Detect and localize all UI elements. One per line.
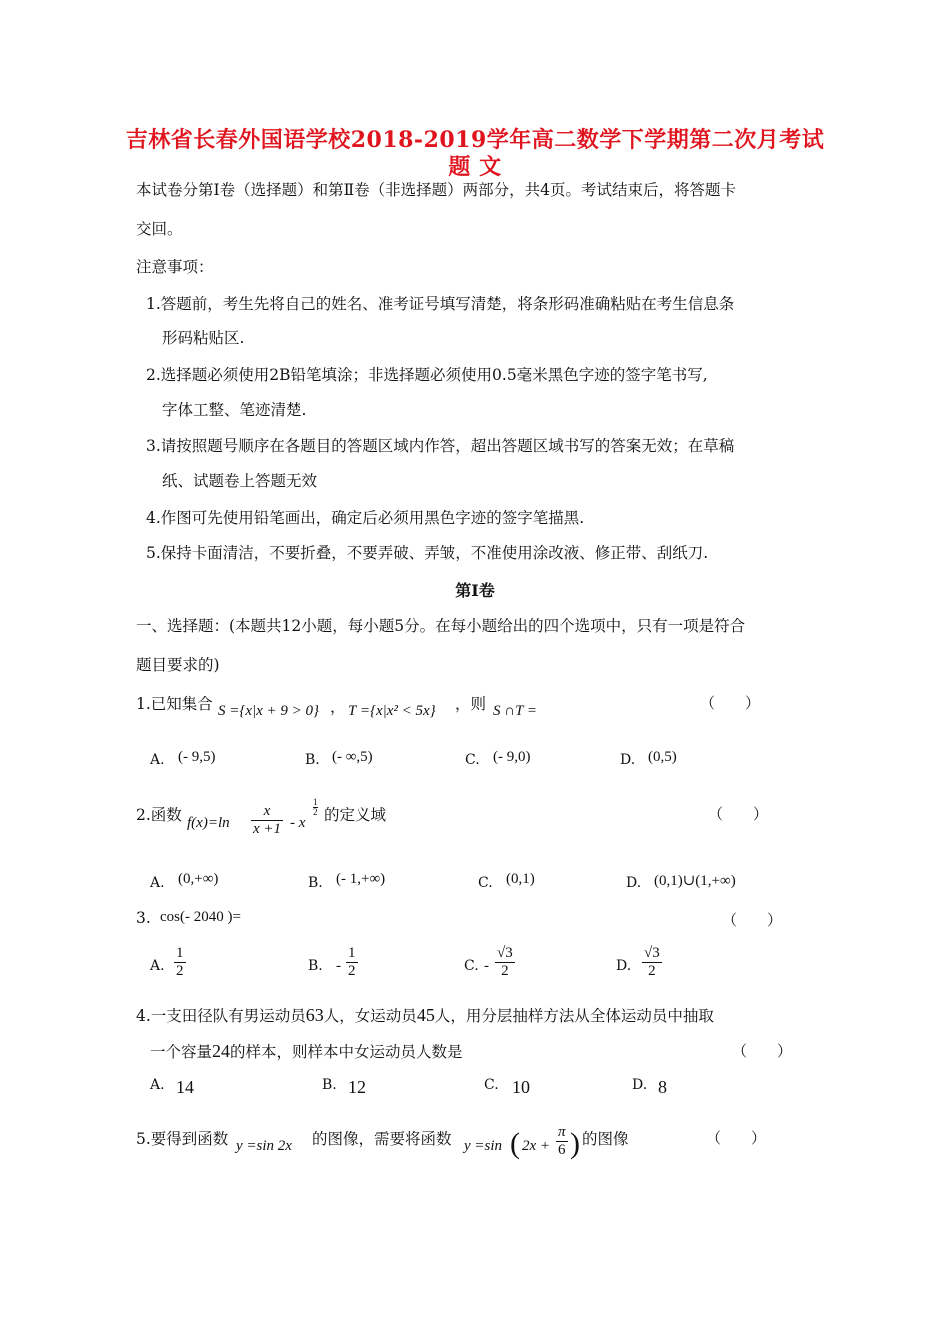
q2-fraction-denominator: x +1 xyxy=(253,821,282,838)
q1-option-c: (- 9,0) xyxy=(493,749,531,765)
q5-right-paren: ) xyxy=(570,1127,580,1160)
q1-option-a: (- 9,5) xyxy=(178,749,216,765)
q3-option-b-den: 2 xyxy=(348,963,356,980)
notice-5-line: 5.保持卡面清洁，不要折叠，不要弄破、弄皱，不准使用涂改液、修正带、刮纸刀. xyxy=(146,544,709,562)
q1-expr: S ∩T = xyxy=(493,703,538,719)
q2-suffix: 的定义域 xyxy=(324,806,387,824)
q3-prefix: 3. xyxy=(136,909,151,927)
notice-2-line2: 字体工整、笔迹清楚. xyxy=(162,401,307,419)
q4-sample-size: 24 xyxy=(212,1041,231,1061)
q5-mid: 的图像，需要将函数 xyxy=(312,1130,452,1148)
q4-option-d-label: D. xyxy=(632,1077,648,1093)
q3-expr: cos(- 2040 )= xyxy=(160,909,241,925)
q3-option-b-sign: - xyxy=(336,958,341,974)
q3-option-c-label: C. xyxy=(464,958,479,974)
q3-answer-paren: （ ） xyxy=(722,911,783,929)
q1-then: ，则 xyxy=(455,695,487,713)
document-title-line2: 题 文 xyxy=(448,154,502,180)
notice-4-line: 4.作图可先使用铅笔画出，确定后必须用黑色字迹的签字笔描黑. xyxy=(146,509,585,527)
q3-option-c-den: 2 xyxy=(501,963,509,980)
q4-female-count: 45 xyxy=(416,1005,435,1025)
q3-option-a-label: A. xyxy=(150,958,165,974)
q4-line1-a: 4.一支田径队有男运动员 xyxy=(136,1007,306,1025)
q5-left-paren: ( xyxy=(510,1127,520,1160)
notice-3-line2: 纸、试题卷上答题无效 xyxy=(162,472,318,490)
q1-set-s: S ={x|x + 9 > 0} xyxy=(218,703,320,719)
q1-option-d-label: D. xyxy=(620,752,636,768)
q2-exponent-den: 2 xyxy=(313,807,318,817)
q5-pi-num: π xyxy=(556,1124,568,1142)
q2-option-c-label: C. xyxy=(478,875,493,891)
q4-option-c: 10 xyxy=(512,1077,530,1097)
q2-option-b: (- 1,+∞) xyxy=(336,871,386,887)
q1-option-b-label: B. xyxy=(305,752,320,768)
q2-exponent xyxy=(313,798,318,817)
q2-minus-x: - x xyxy=(290,815,306,831)
q3-option-d-fraction xyxy=(642,945,662,981)
q5-func2-inner: 2x + xyxy=(522,1138,551,1154)
q3-option-d-label: D. xyxy=(616,958,632,974)
q4-option-d: 8 xyxy=(658,1077,667,1097)
q3-option-a-fraction xyxy=(174,945,186,981)
q2-fx: f(x)=ln xyxy=(187,815,230,831)
q1-prefix: 1.已知集合 xyxy=(136,695,213,713)
q2-fraction-numerator: x xyxy=(251,803,283,821)
section-title: 第Ⅰ卷 xyxy=(455,581,495,600)
q3-option-b-label: B. xyxy=(308,958,323,974)
q5-pi-den: 6 xyxy=(558,1142,566,1159)
q3-option-d-den: 2 xyxy=(648,963,656,980)
q1-set-t: T ={x|x² < 5x} xyxy=(348,703,436,719)
q2-option-a-label: A. xyxy=(150,875,165,891)
q4-answer-paren: （ ） xyxy=(732,1042,793,1060)
notice-3-line1: 3.请按照题号顺序在各题目的答题区域内作答，超出答题区域书写的答案无效；在草稿 xyxy=(146,437,735,455)
q4-line2-b: 的样本，则样本中女运动员人数是 xyxy=(230,1043,463,1061)
q4-option-a: 14 xyxy=(176,1077,194,1097)
q2-option-a: (0,+∞) xyxy=(178,871,219,887)
section-desc-line1: 一、选择题：(本题共12小题，每小题5分。在每小题给出的四个选项中，只有一项是符合 xyxy=(136,617,746,635)
q4-option-b: 12 xyxy=(348,1077,366,1097)
q1-option-c-label: C. xyxy=(465,752,480,768)
q2-option-c: (0,1) xyxy=(506,871,535,887)
q1-comma: ， xyxy=(330,698,346,716)
q5-prefix: 5.要得到函数 xyxy=(136,1130,229,1148)
q3-option-c-fraction xyxy=(495,945,515,981)
intro-line1: 本试卷分第Ⅰ卷（选择题）和第Ⅱ卷（非选择题）两部分，共4页。考试结束后，将答题卡 xyxy=(136,181,737,199)
q5-func1: y =sin 2x xyxy=(236,1138,292,1154)
q5-suffix: 的图像 xyxy=(582,1130,629,1148)
q1-option-d: (0,5) xyxy=(648,749,677,765)
q5-func2-a: y =sin xyxy=(464,1138,503,1154)
q1-option-a-label: A. xyxy=(150,752,165,768)
q2-option-d: (0,1)∪(1,+∞) xyxy=(654,873,736,889)
q5-answer-paren: （ ） xyxy=(706,1129,767,1147)
q2-prefix: 2.函数 xyxy=(136,806,182,824)
q4-male-count: 63 xyxy=(305,1005,324,1025)
document-title-line1: 吉林省长春外国语学校2018-2019学年高二数学下学期第二次月考试 xyxy=(125,127,825,153)
q4-option-b-label: B. xyxy=(322,1077,337,1093)
q1-option-b: (- ∞,5) xyxy=(332,749,373,765)
q4-option-a-label: A. xyxy=(150,1077,165,1093)
q2-exponent-num: 1 xyxy=(313,797,318,807)
q3-option-d-num: √3 xyxy=(642,945,662,963)
q5-pi-fraction xyxy=(556,1124,568,1160)
notice-heading: 注意事项： xyxy=(136,258,214,276)
notice-1-line2: 形码粘贴区. xyxy=(162,329,245,347)
q3-option-c-num: √3 xyxy=(495,945,515,963)
q4-line1-b: 人，女运动员 xyxy=(323,1007,417,1025)
q4-option-c-label: C. xyxy=(484,1077,499,1093)
q2-option-b-label: B. xyxy=(308,875,323,891)
q2-fraction xyxy=(251,803,283,839)
section-desc-line2: 题目要求的) xyxy=(136,656,220,674)
q4-line1 xyxy=(136,1004,714,1026)
q3-option-a-den: 2 xyxy=(176,963,184,980)
q4-line2 xyxy=(150,1040,463,1062)
notice-2-line1: 2.选择题必须使用2B铅笔填涂；非选择题必须使用0.5毫米黑色字迹的签字笔书写, xyxy=(146,366,708,384)
q3-option-c-sign: - xyxy=(484,958,489,974)
q2-answer-paren: （ ） xyxy=(708,805,769,823)
q4-line1-c: 人，用分层抽样方法从全体运动员中抽取 xyxy=(434,1007,714,1025)
q2-option-d-label: D. xyxy=(626,875,642,891)
notice-1-line1: 1.答题前，考生先将自己的姓名、准考证号填写清楚，将条形码准确粘贴在考生信息条 xyxy=(146,295,735,313)
q3-option-b-num: 1 xyxy=(346,945,358,963)
q4-line2-a: 一个容量 xyxy=(150,1043,213,1061)
q3-option-a-num: 1 xyxy=(174,945,186,963)
q1-answer-paren: （ ） xyxy=(700,694,761,712)
q3-option-b-fraction xyxy=(346,945,358,981)
intro-line2: 交回。 xyxy=(136,220,183,238)
